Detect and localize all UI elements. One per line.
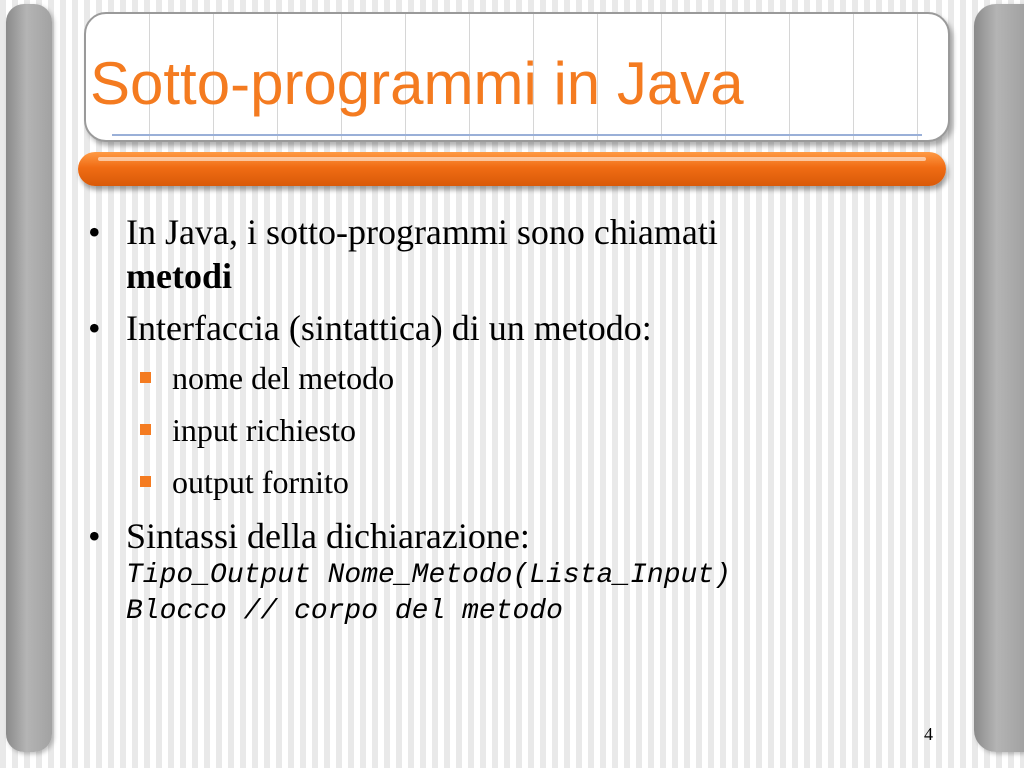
bullet-text: Interfaccia (sintattica) di un metodo: xyxy=(126,308,652,348)
bullet-dot-icon: • xyxy=(88,308,101,348)
slide-body xyxy=(80,210,940,638)
square-bullet-icon xyxy=(140,372,151,383)
square-bullet-icon xyxy=(140,476,151,487)
sub-bullet-item xyxy=(80,352,940,404)
bullet-dot-icon: • xyxy=(88,516,101,556)
sub-bullet-text: input richiesto xyxy=(172,412,356,448)
sub-bullet-item xyxy=(80,456,940,508)
sub-bullet-list xyxy=(80,352,940,508)
code-line: Tipo_Output Nome_Metodo(Lista_Input) xyxy=(126,560,731,591)
sub-bullet-item xyxy=(80,404,940,456)
sub-bullet-text: nome del metodo xyxy=(172,360,395,396)
bullet-dot-icon: • xyxy=(88,212,101,252)
orange-divider-bar xyxy=(78,152,946,186)
title-underline xyxy=(112,134,922,136)
bullet-item xyxy=(80,210,940,298)
left-decorative-bar xyxy=(6,4,52,752)
sub-bullet-text: output fornito xyxy=(172,464,349,500)
right-decorative-bar xyxy=(974,4,1024,752)
bullet-text: Sintassi della dichiarazione: xyxy=(126,516,530,556)
square-bullet-icon xyxy=(140,424,151,435)
code-line: Blocco // corpo del metodo xyxy=(126,596,563,627)
page-number: 4 xyxy=(924,724,933,744)
bullet-text: In Java, i sotto-programmi sono chiamati xyxy=(126,212,718,252)
slide-title: Sotto-programmi in Java xyxy=(90,50,744,117)
bullet-item xyxy=(80,306,940,350)
bullet-bold-term: metodi xyxy=(126,256,232,296)
bullet-item xyxy=(80,514,940,630)
